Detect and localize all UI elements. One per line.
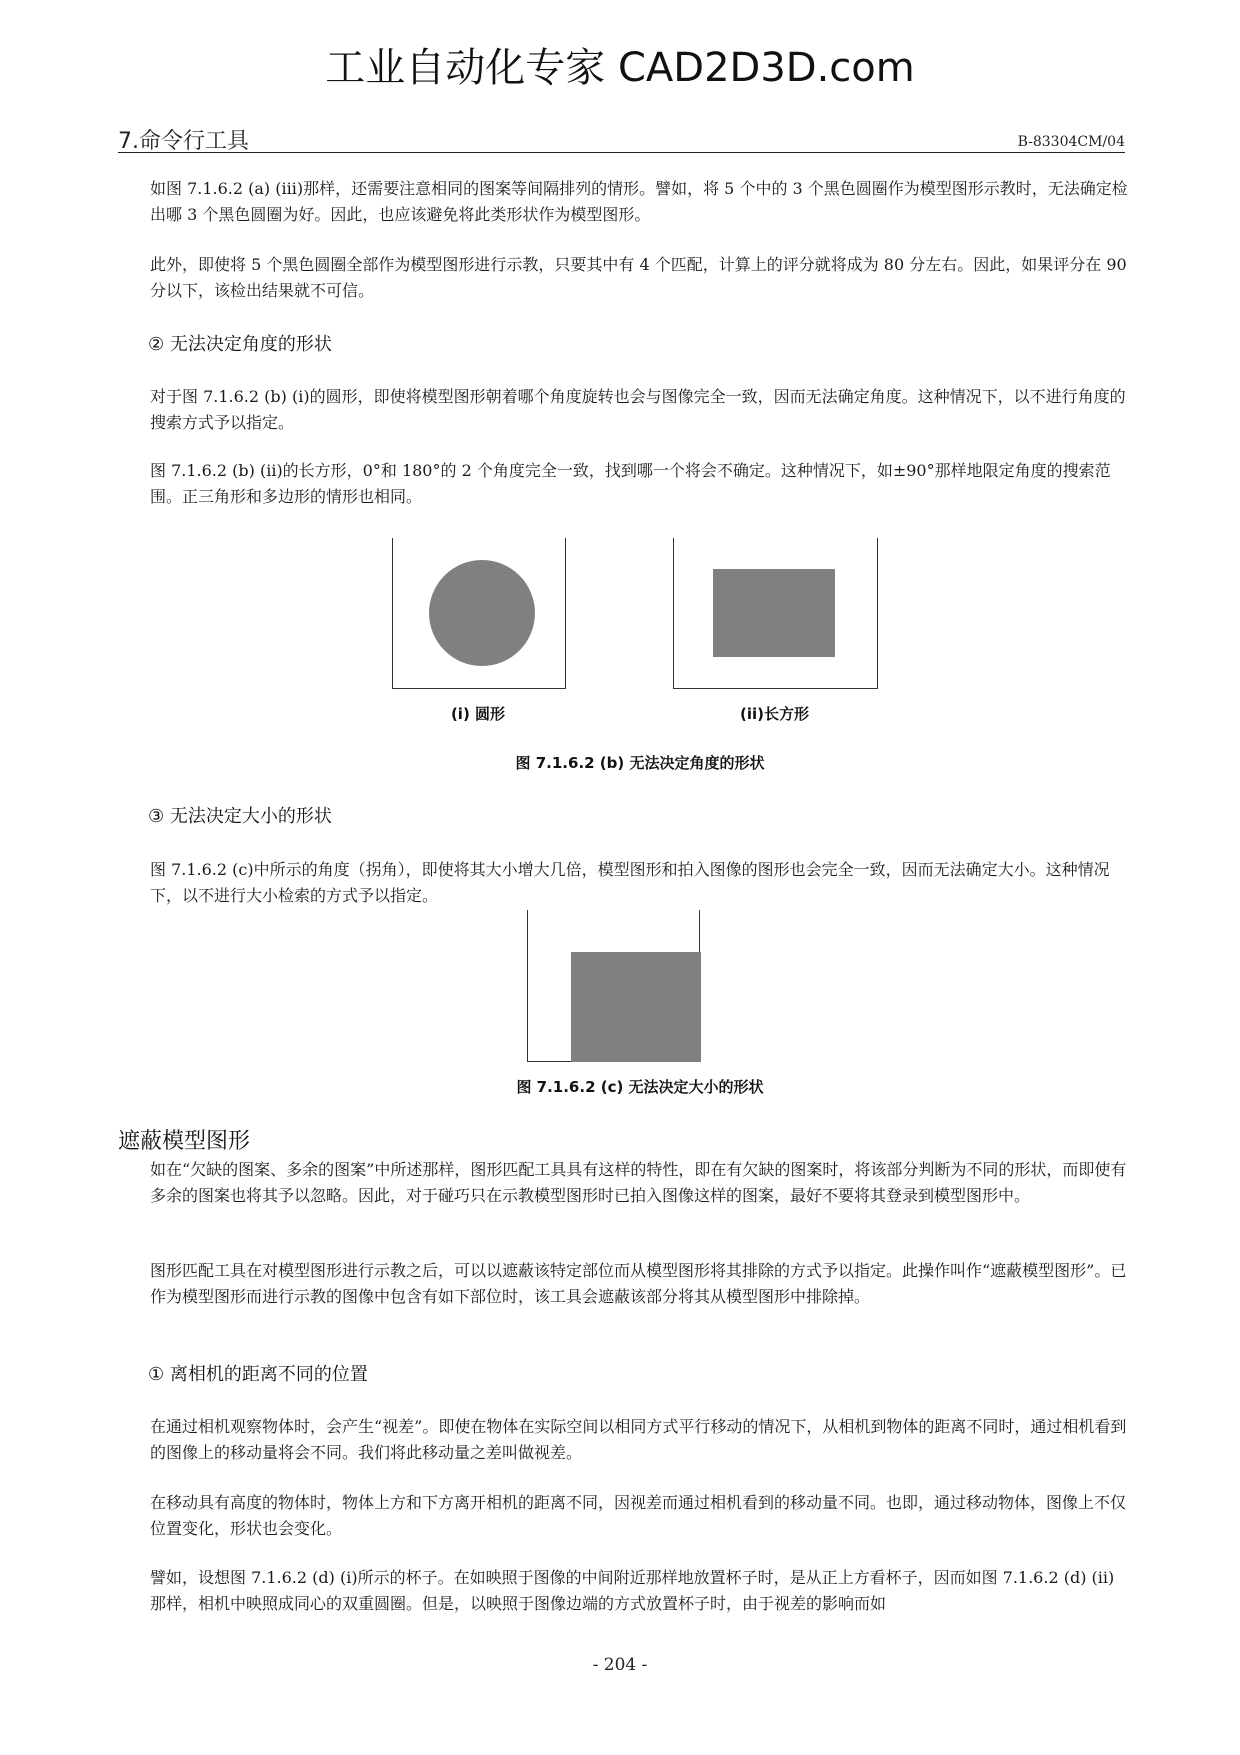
page-number: - 204 - [592,1655,648,1675]
rectangle-shape [713,569,835,657]
figure-b-caption: 图 7.1.6.2 (b) 无法决定角度的形状 [515,754,765,772]
paragraph-5: 图 7.1.6.2 (c)中所示的角度（拐角），即使将其大小增大几倍，模型图形和拍入图像的图形也会完全一致，因而无法确定大小。这种情况下，以不进行大小检索的方式予以指定。 [150,860,1110,905]
figure-c-bottom-edge [527,1061,571,1062]
figure-b-ii-frame [673,538,878,689]
paragraph-2: 此外，即使将 5 个黑色圆圈全部作为模型图形进行示教，只要其中有 4 个匹配，计算上的评分就将成为 80 分左右。因此，如果评分在 90 分以下，该检出结果就不可信。 [150,255,1127,300]
paragraph-8: 在通过相机观察物体时，会产生“视差”。即使在物体在实际空间以相同方式平行移动的情况下，从相机到物体的距离不同时，通过相机看到的图像上的移动量将会不同。我们将此移动量之差叫做视差。 [150,1417,1127,1462]
figure-c-frame [527,910,701,1062]
paragraph-4: 图 7.1.6.2 (b) (ii)的长方形，0°和 180°的 2 个角度完全一致，找到哪一个将会不确定。这种情况下，如±90°那样地限定角度的搜索范围。正三角形和多边形的情形也相同。 [150,461,1111,506]
section-heading-mask-model: 遮蔽模型图形 [118,1129,251,1154]
figure-c-caption: 图 7.1.6.2 (c) 无法决定大小的形状 [516,1078,764,1096]
figure-b-ii-caption: (ii)长方形 [740,705,809,723]
paragraph-6: 如在“欠缺的图案、多余的图案”中所述那样，图形匹配工具具有这样的特性，即在有欠缺的图案时，将该部分判断为不同的形状，而即使有多余的图案也将其予以忽略。因此，对于碰巧只在示教模型图形时已拍入图像这样的图案，最好不要将其登录到模型图形中。 [150,1160,1127,1205]
heading-undetermined-angle: ② 无法决定角度的形状 [148,334,332,355]
figure-b-i-frame [392,538,566,689]
figure-c-right-edge [699,910,700,952]
paragraph-3: 对于图 7.1.6.2 (b) (i)的圆形，即使将模型图形朝着哪个角度旋转也会与图像完全一致，因而无法确定角度。这种情况下，以不进行角度的搜索方式予以指定。 [150,387,1126,432]
heading-undetermined-size: ③ 无法决定大小的形状 [148,806,332,827]
figure-c-left-edge [527,910,528,1062]
paragraph-10: 譬如，设想图 7.1.6.2 (d) (i)所示的杯子。在如映照于图像的中间附近那样地放置杯子时，是从正上方看杯子，因而如图 7.1.6.2 (d) (ii)那样，相机中映照成同心的双重圆圈。但是，以映照于图像边端的方式放置杯子时，由于视差的影响而如 [150,1568,1115,1613]
watermark-title: 工业自动化专家 CAD2D3D.com [325,45,915,91]
paragraph-7: 图形匹配工具在对模型图形进行示教之后，可以以遮蔽该特定部位而从模型图形将其排除的方式予以指定。此操作叫作“遮蔽模型图形”。已作为模型图形而进行示教的图像中包含有如下部位时，该工具会遮蔽该部分将其从模型图形中排除掉。 [150,1261,1127,1306]
paragraph-9: 在移动具有高度的物体时，物体上方和下方离开相机的距离不同，因视差而通过相机看到的移动量不同。也即，通过移动物体，图像上不仅位置变化，形状也会变化。 [150,1493,1127,1538]
corner-shape [571,952,701,1062]
circle-shape [429,560,535,666]
paragraph-1: 如图 7.1.6.2 (a) (iii)那样，还需要注意相同的图案等间隔排列的情形。譬如，将 5 个中的 3 个黑色圆圈作为模型图形示教时，无法确定检出哪 3 个黑色圆圈为好。因此，也应该避免将此类形状作为模型图形。 [150,179,1128,224]
document-number: B-83304CM/04 [1017,134,1125,150]
header-rule [118,152,1125,153]
chapter-title: 7.命令行工具 [118,129,249,154]
heading-camera-distance: ① 离相机的距离不同的位置 [148,1364,368,1385]
figure-b-i-caption: (i) 圆形 [450,705,506,723]
